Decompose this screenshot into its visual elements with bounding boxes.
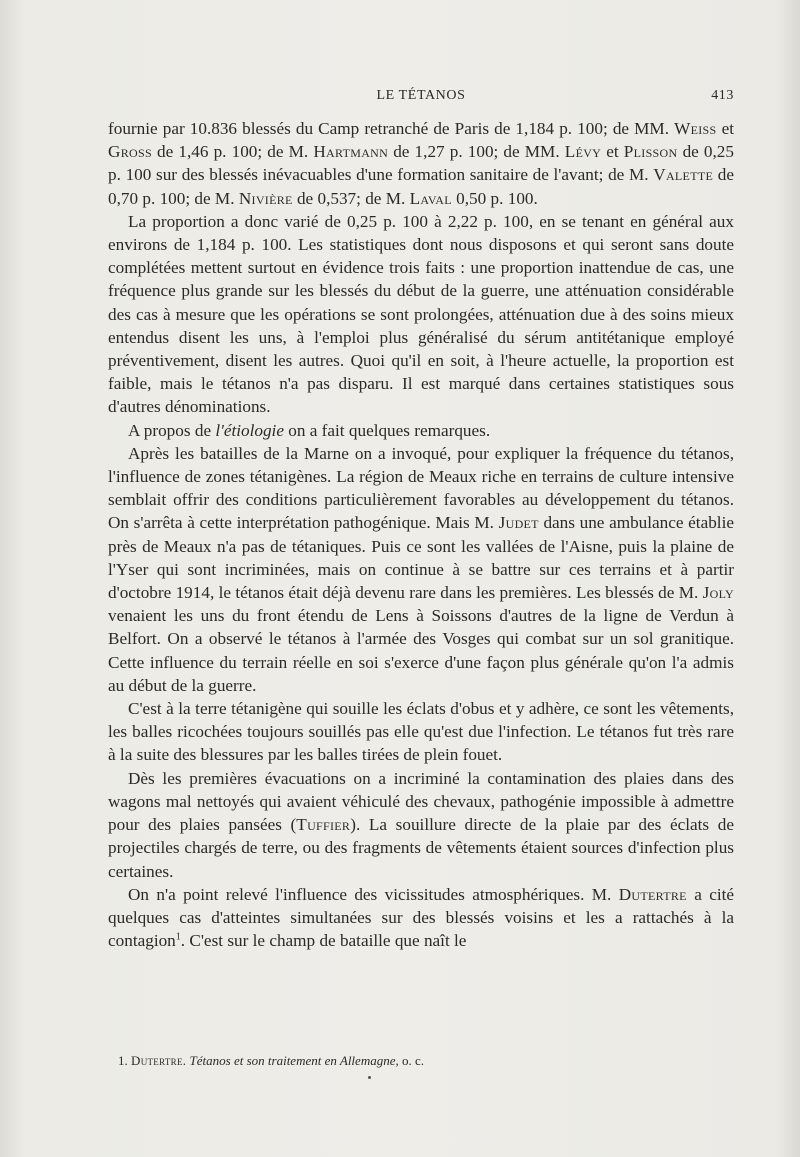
text-run: Dès les premières évacuations on a incriminé la contamination des plaies dans des wagons mal nettoyés qui avaient véhiculé des chevaux, pathogénie impossible à admettre pour des plaies pansées ( <box>108 768 734 835</box>
author-name: Judet <box>498 513 539 533</box>
paragraph-marne <box>108 442 734 697</box>
footnote <box>118 1052 718 1070</box>
footnote-reference-text: o. c. <box>401 1053 425 1068</box>
paragraph-atmospheric <box>108 883 734 953</box>
text-run: 0,50 p. 100. <box>451 188 538 208</box>
running-title: LE TÉTANOS <box>376 88 466 103</box>
body-text <box>108 117 734 952</box>
author-name: Lévy <box>564 142 602 162</box>
text-run: . C'est sur le champ de bataille que naît le <box>180 931 467 951</box>
text-run: de 0,70 p. 100; de M. <box>108 165 734 208</box>
text-run: a cité quelques cas d'atteintes simultanées sur des blessés voisins et les a rattachés à la contagion <box>108 884 735 951</box>
footnote-number: 1. <box>118 1053 128 1068</box>
text-run: On n'a point relevé l'influence des vicissitudes atmosphériques. M. <box>128 884 619 904</box>
page-number: 413 <box>711 88 734 103</box>
author-name: Gross <box>108 142 152 162</box>
paragraph-etiologie <box>108 419 734 442</box>
author-name: Plisson <box>623 142 678 162</box>
text-run: Après les batailles de la Marne on a invoqué, pour expliquer la fréquence du tétanos, l'influence de zones tétanigènes. La région de Meaux riche en terrains de culture intensive semblait offrir des conditions particulièrement favorables au développement du tétanos. On s'arrêta à cette interprétation pathogénique. Mais M. <box>108 443 734 533</box>
author-name: Nivière <box>238 188 293 208</box>
author-name: Weiss <box>674 119 717 138</box>
footnote-author: Dutertre. <box>131 1053 187 1068</box>
author-name: Dutertre <box>618 884 687 904</box>
text-run: venaient les uns du front étendu de Lens à Soissons d'autres de la ligne de Verdun à Belfort. On a observé le tétanos à l'armée des Vosges qui combat sur un sol granitique. Cette influence du terrain réelle en soi s'exerce d'une façon plus générale qu'on l'a admis au début de la guerre. <box>108 606 734 695</box>
author-name: Tuffier <box>296 815 351 835</box>
footnote-title: Tétanos et son traitement en Allemagne, <box>189 1053 399 1068</box>
italic-term: l'étiologie <box>215 420 284 440</box>
text-run: de 1,46 p. 100; de M. <box>151 142 314 162</box>
text-run: fournie par 10.836 blessés du Camp retranché de Paris de 1,184 p. 100; de MM. <box>108 119 675 138</box>
text-run: dans une ambulance établie près de Meaux n'a pas de tétaniques. Puis ce sont les vallées de l'Aisne, puis la plaine de l'Yser qui sont incriminées, mais on continue à se battre sur ces terrains et à partir d'octobre 1914, le tétanos était déjà devenu rare dans les premières. Les blessés de M. <box>108 513 734 603</box>
text-run: de 0,25 p. 100 sur des blessés inévacuables d'une formation sanitaire de l'avant; de M. <box>108 142 734 185</box>
author-name: Joly <box>702 583 734 603</box>
paragraph-evacuations <box>108 767 734 883</box>
text-run: et <box>716 119 734 138</box>
text-run: de 0,537; de M. <box>292 188 410 208</box>
text-run: et <box>601 142 624 162</box>
text-run: ). La souillure directe de la plaie par des éclats de projectiles chargés de terre, ou des fragments de vêtements étaient sources d'infection plus certaines. <box>108 815 734 881</box>
paragraph-proportion: La proportion a donc varié de 0,25 p. 100 à 2,22 p. 100, en se tenant en général aux environs de 1,184 p. 100. Les statistiques dont nous disposons et qui seront sans doute complétées mettent surtout en évidence trois faits : une proportion inattendue de cas, une fréquence plus grande sur les blessés du début de la guerre, une atténuation considérable des cas à mesure que les opérations se sont prolongées, atténuation due à des soins mieux entendus disent les uns, à l'emploi plus généralisé du sérum antitétanique employé préventivement, disent les autres. Quoi qu'il en soit, à l'heure actuelle, la proportion est faible, mais le tétanos n'a pas disparu. Il est marqué dans certaines statistiques sous d'autres dénominations. <box>108 211 734 417</box>
text-run: on a fait quelques remarques. <box>283 420 491 440</box>
author-name: Laval <box>409 188 452 208</box>
paragraph-statistics-continued <box>108 117 734 210</box>
text-run: de 1,27 p. 100; de MM. <box>388 142 565 162</box>
paragraph-terre-tetanigene: C'est à la terre tétanigène qui souille les éclats d'obus et y adhère, ce sont les vêtements, les balles ricochées toujours souillés pas elle qu'est due l'infection. Le tétanos fut très rare à la suite des blessures par les balles tirées de plein fouet. <box>108 699 734 765</box>
ink-speck <box>368 1076 371 1079</box>
text-run: A propos de <box>128 420 216 440</box>
author-name: Hartmann <box>313 142 389 162</box>
footnote-reference[interactable]: 1 <box>175 931 181 943</box>
author-name: Valette <box>653 165 714 185</box>
page-header <box>108 88 734 108</box>
